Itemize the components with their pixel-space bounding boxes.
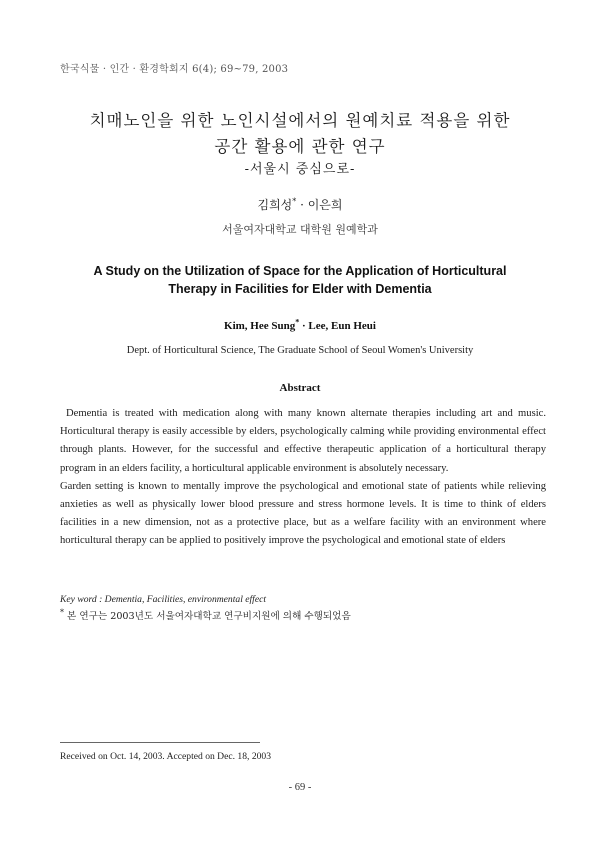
korean-subtitle: -서울시 중심으로- (244, 162, 356, 177)
korean-author-separator: · (296, 198, 308, 212)
english-authors (0, 317, 600, 332)
korean-title-line2: 공간 활용에 관한 연구 (214, 137, 386, 156)
running-head: 한국식물 · 인간 · 환경학회지 6(4); 69~79, 2003 (60, 64, 289, 75)
korean-authors (0, 196, 600, 213)
korean-title-line1: 치매노인을 위한 노인시설에서의 원예치료 적용을 위한 (89, 111, 511, 130)
keywords: Key word : Dementia, Facilities, environmental effect (60, 594, 267, 605)
english-author-1-mark: * (295, 317, 300, 327)
footnote-divider (60, 742, 260, 743)
korean-author-1-mark: * (292, 197, 297, 206)
received-dates: Received on Oct. 14, 2003. Accepted on Dec. 18, 2003 (60, 751, 272, 762)
footnote-text: 본 연구는 2003년도 서울여자대학교 연구비지원에 의해 수행되었음 (64, 611, 351, 622)
funding-footnote (60, 608, 351, 622)
page-number: - 69 - (288, 782, 312, 793)
english-title-line1: A Study on the Utilization of Space for the Application of Horticultural (93, 264, 507, 278)
abstract-paragraph-2: Garden setting is known to mentally improve the psychological and emotional state of patients while relieving anxieties as well as physically lower blood pressure and stress hormone levels. It is time to think of elders facilities in a new dimension, not as a protective place, but as a welfare facility with an environment where horticultural therapy can be applied to positively improve the psychological and emotional state of elders (60, 480, 546, 547)
english-author-separator: · (299, 320, 309, 332)
abstract-heading: Abstract (279, 382, 321, 394)
english-author-2: Lee, Eun Heui (308, 320, 376, 332)
korean-author-1: 김희성 (257, 198, 293, 212)
abstract-paragraph-1: Dementia is treated with medication along with many known alternate therapies including art and music. Horticultural therapy is easily accessible by elders, psychologically calming while providing environmental effect through plants. However, for the successful and effective therapeutic application of a horticultural therapy program in an elders facility, a horticultural applicable environment is absolutely necessary. (60, 408, 546, 474)
korean-author-2: 이은희 (307, 198, 343, 212)
english-author-1: Kim, Hee Sung (224, 320, 296, 332)
english-title-line2: Therapy in Facilities for Elder with Dementia (168, 282, 432, 296)
footnote-mark: * (60, 607, 64, 617)
english-affiliation: Dept. of Horticultural Science, The Graduate School of Seoul Women's University (126, 345, 474, 356)
abstract-body (60, 405, 546, 551)
korean-affiliation: 서울여자대학교 대학원 원예학과 (222, 223, 378, 236)
